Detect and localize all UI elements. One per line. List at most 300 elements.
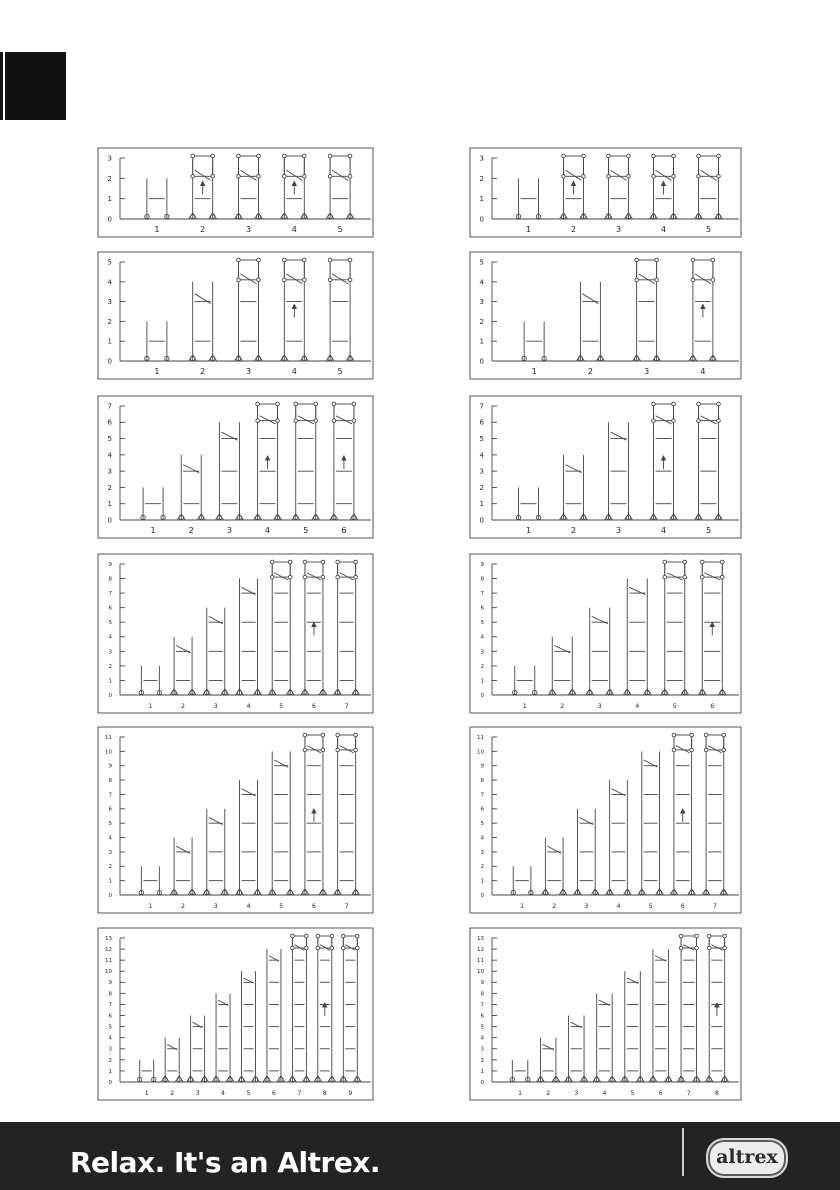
guardrail bbox=[699, 404, 719, 421]
rail-clamp bbox=[328, 278, 332, 282]
rail-clamp bbox=[305, 934, 309, 938]
tower-label: 6 bbox=[312, 903, 316, 910]
y-tick-label: 1 bbox=[107, 337, 112, 346]
y-tick-label: 0 bbox=[107, 516, 112, 525]
diagram-2-right bbox=[470, 252, 741, 379]
rail-clamp bbox=[690, 748, 694, 752]
rail-clamp bbox=[655, 258, 659, 262]
brace bbox=[332, 170, 348, 180]
y-tick-label: 2 bbox=[479, 174, 484, 183]
y-tick-label: 10 bbox=[477, 969, 484, 976]
tower-label: 5 bbox=[279, 903, 284, 910]
y-tick-label: 1 bbox=[107, 195, 112, 204]
tower-label: 3 bbox=[245, 225, 252, 234]
rail-clamp bbox=[717, 175, 721, 179]
rail-clamp bbox=[672, 748, 676, 752]
diagram-frame bbox=[470, 928, 741, 1100]
brace bbox=[286, 170, 302, 180]
rail-clamp bbox=[700, 560, 704, 564]
rail-clamp bbox=[257, 175, 261, 179]
up-arrow-head bbox=[342, 456, 346, 460]
y-tick-label: 12 bbox=[477, 947, 484, 954]
up-arrow-head bbox=[292, 305, 296, 309]
brace bbox=[656, 416, 672, 424]
tower-label: 2 bbox=[552, 903, 557, 910]
guardrail bbox=[272, 562, 290, 577]
rail-clamp bbox=[303, 748, 307, 752]
tower-label: 5 bbox=[303, 526, 309, 535]
tower-label: 4 bbox=[291, 367, 297, 376]
brace bbox=[656, 170, 672, 180]
y-tick-label: 5 bbox=[108, 620, 112, 627]
y-tick-label: 11 bbox=[105, 734, 112, 741]
rail-clamp bbox=[328, 258, 332, 262]
rail-clamp bbox=[291, 934, 295, 938]
rail-clamp bbox=[354, 748, 358, 752]
y-tick-label: 0 bbox=[107, 215, 112, 224]
rail-clamp bbox=[288, 560, 292, 564]
rail-clamp bbox=[303, 733, 307, 737]
brace bbox=[195, 170, 211, 180]
rail-clamp bbox=[679, 934, 683, 938]
guardrail bbox=[709, 936, 724, 948]
guardrail bbox=[665, 562, 685, 577]
up-arrow-head bbox=[292, 182, 296, 186]
brace bbox=[667, 573, 683, 580]
y-tick-label: 6 bbox=[107, 418, 112, 427]
tower-label: 2 bbox=[570, 526, 577, 535]
y-tick-label: 2 bbox=[479, 483, 484, 492]
y-tick-label: 5 bbox=[479, 258, 484, 267]
y-tick-label: 8 bbox=[108, 778, 112, 785]
rail-clamp bbox=[257, 278, 261, 282]
y-tick-label: 1 bbox=[108, 1068, 112, 1075]
rail-clamp bbox=[704, 748, 708, 752]
rail-clamp bbox=[283, 154, 287, 158]
rail-clamp bbox=[690, 733, 694, 737]
tower-label: 3 bbox=[615, 526, 622, 535]
brace bbox=[701, 416, 717, 424]
y-tick-label: 4 bbox=[479, 278, 484, 287]
rail-clamp bbox=[314, 419, 318, 423]
rail-clamp bbox=[336, 733, 340, 737]
tower-label: 6 bbox=[341, 526, 347, 535]
y-tick-label: 0 bbox=[108, 692, 112, 699]
y-tick-label: 10 bbox=[477, 749, 484, 756]
y-tick-label: 7 bbox=[479, 402, 484, 411]
guardrail bbox=[338, 562, 356, 577]
tower-label: 5 bbox=[705, 225, 712, 234]
rail-clamp bbox=[672, 154, 676, 158]
brace bbox=[683, 945, 694, 951]
rail-clamp bbox=[352, 419, 356, 423]
up-arrow-head bbox=[701, 305, 705, 309]
tower-label: 2 bbox=[181, 703, 185, 710]
rail-clamp bbox=[316, 934, 320, 938]
y-tick-label: 2 bbox=[108, 864, 112, 871]
diagram-6-left bbox=[98, 928, 373, 1100]
y-tick-label: 6 bbox=[108, 806, 112, 813]
y-tick-label: 4 bbox=[108, 835, 112, 842]
y-tick-label: 3 bbox=[108, 849, 112, 856]
y-tick-label: 0 bbox=[108, 892, 112, 899]
y-tick-label: 2 bbox=[480, 663, 484, 670]
y-tick-label: 1 bbox=[479, 500, 484, 509]
tower-label: 2 bbox=[546, 1090, 551, 1097]
rail-clamp bbox=[672, 402, 676, 406]
diagram-3-right bbox=[470, 396, 741, 538]
diagram-5-left bbox=[98, 727, 373, 913]
guardrail bbox=[330, 156, 350, 176]
y-tick-label: 1 bbox=[107, 500, 112, 509]
tower-label: 2 bbox=[560, 703, 565, 710]
rail-clamp bbox=[355, 934, 359, 938]
rail-clamp bbox=[663, 575, 667, 579]
y-tick-label: 11 bbox=[105, 958, 112, 965]
rail-clamp bbox=[288, 575, 292, 579]
tower-label: 8 bbox=[715, 1090, 719, 1097]
tower-label: 1 bbox=[148, 903, 153, 910]
tower-label: 6 bbox=[710, 703, 715, 710]
tower-label: 2 bbox=[570, 225, 577, 234]
tower-label: 4 bbox=[660, 526, 667, 535]
rail-clamp bbox=[691, 258, 695, 262]
y-tick-label: 8 bbox=[480, 991, 484, 998]
y-tick-label: 4 bbox=[108, 634, 112, 641]
footer-slogan: Relax. It's an Altrex. bbox=[70, 1146, 381, 1179]
brace bbox=[639, 274, 655, 284]
rail-clamp bbox=[336, 748, 340, 752]
brace bbox=[241, 170, 257, 180]
tower-label: 1 bbox=[144, 1090, 149, 1097]
up-arrow-head bbox=[312, 623, 316, 627]
tower-label: 2 bbox=[181, 903, 185, 910]
tower-label: 6 bbox=[680, 903, 685, 910]
guardrail bbox=[334, 404, 354, 421]
y-tick-label: 9 bbox=[108, 980, 112, 987]
tower-label: 3 bbox=[615, 225, 622, 234]
guardrail bbox=[674, 735, 692, 750]
y-tick-label: 0 bbox=[479, 215, 484, 224]
rail-clamp bbox=[305, 946, 309, 950]
rail-clamp bbox=[697, 175, 701, 179]
up-arrow-head bbox=[715, 1003, 719, 1007]
y-tick-label: 3 bbox=[107, 154, 112, 163]
rail-clamp bbox=[562, 154, 566, 158]
y-tick-label: 4 bbox=[107, 278, 112, 287]
rail-clamp bbox=[330, 946, 334, 950]
rail-clamp bbox=[722, 733, 726, 737]
rail-clamp bbox=[270, 575, 274, 579]
tower-label: 7 bbox=[344, 903, 349, 910]
guardrail bbox=[284, 156, 304, 176]
brace bbox=[711, 945, 722, 951]
rail-clamp bbox=[332, 419, 336, 423]
y-tick-label: 12 bbox=[105, 947, 112, 954]
up-arrow-head bbox=[681, 809, 685, 813]
diagram-4-right bbox=[470, 554, 741, 713]
y-tick-label: 0 bbox=[480, 692, 484, 699]
y-tick-label: 3 bbox=[108, 649, 112, 656]
rail-clamp bbox=[562, 175, 566, 179]
tower-label: 1 bbox=[522, 703, 527, 710]
diagram-1-right bbox=[470, 148, 741, 237]
tower-label: 3 bbox=[213, 903, 218, 910]
rail-clamp bbox=[341, 946, 345, 950]
rail-clamp bbox=[276, 402, 280, 406]
rail-clamp bbox=[237, 154, 241, 158]
y-tick-label: 8 bbox=[108, 576, 112, 583]
rail-clamp bbox=[283, 175, 287, 179]
rail-clamp bbox=[321, 575, 325, 579]
tower-label: 3 bbox=[584, 903, 589, 910]
rail-clamp bbox=[328, 154, 332, 158]
y-tick-label: 5 bbox=[107, 258, 112, 267]
rail-clamp bbox=[663, 560, 667, 564]
y-tick-label: 5 bbox=[108, 1024, 112, 1031]
y-tick-label: 1 bbox=[480, 878, 484, 885]
tower-label: 7 bbox=[344, 703, 349, 710]
tower-label: 8 bbox=[322, 1090, 327, 1097]
rail-clamp bbox=[191, 175, 195, 179]
guardrail bbox=[654, 156, 674, 176]
tower-label: 3 bbox=[226, 526, 232, 535]
rail-clamp bbox=[635, 278, 639, 282]
guardrail bbox=[564, 156, 584, 176]
rail-clamp bbox=[303, 575, 307, 579]
tower-label: 2 bbox=[170, 1090, 175, 1097]
rail-clamp bbox=[691, 278, 695, 282]
y-tick-label: 1 bbox=[479, 195, 484, 204]
tower-label: 4 bbox=[635, 703, 640, 710]
y-tick-label: 3 bbox=[480, 649, 484, 656]
guardrail bbox=[637, 260, 657, 280]
y-tick-label: 1 bbox=[480, 1068, 484, 1075]
tower-label: 2 bbox=[188, 526, 194, 535]
tower-label: 1 bbox=[518, 1090, 522, 1097]
brace bbox=[241, 274, 257, 284]
tower-label: 1 bbox=[154, 225, 160, 234]
brace bbox=[695, 274, 711, 284]
guardrail bbox=[699, 156, 719, 176]
tower-label: 4 bbox=[291, 225, 297, 234]
brace bbox=[332, 274, 348, 284]
rail-clamp bbox=[191, 154, 195, 158]
rail-clamp bbox=[582, 154, 586, 158]
y-tick-label: 13 bbox=[105, 935, 112, 942]
rail-clamp bbox=[257, 258, 261, 262]
y-tick-label: 1 bbox=[108, 678, 112, 685]
y-tick-label: 2 bbox=[108, 1057, 112, 1064]
y-tick-label: 6 bbox=[108, 605, 112, 612]
diagram-frame bbox=[470, 252, 741, 379]
rail-clamp bbox=[211, 154, 215, 158]
brace bbox=[345, 945, 355, 951]
rail-clamp bbox=[697, 419, 701, 423]
brace bbox=[676, 746, 690, 753]
tower-label: 5 bbox=[279, 703, 284, 710]
tower-label: 5 bbox=[630, 1090, 635, 1097]
brace bbox=[298, 416, 314, 424]
rail-clamp bbox=[341, 934, 345, 938]
tower-label: 6 bbox=[272, 1090, 276, 1097]
y-tick-label: 11 bbox=[477, 958, 484, 965]
y-tick-label: 0 bbox=[108, 1079, 112, 1086]
diagram-3-left bbox=[98, 396, 373, 538]
guardrail bbox=[318, 936, 332, 948]
rail-clamp bbox=[354, 560, 358, 564]
rail-clamp bbox=[679, 946, 683, 950]
rail-clamp bbox=[314, 402, 318, 406]
y-tick-label: 5 bbox=[480, 620, 484, 627]
rail-clamp bbox=[276, 419, 280, 423]
rail-clamp bbox=[652, 154, 656, 158]
tower-label: 1 bbox=[520, 903, 524, 910]
rail-clamp bbox=[211, 175, 215, 179]
guardrail bbox=[693, 260, 713, 280]
y-tick-label: 3 bbox=[107, 298, 112, 307]
footer bbox=[0, 1122, 840, 1190]
y-tick-label: 3 bbox=[480, 849, 484, 856]
tower-label: 3 bbox=[597, 703, 602, 710]
rail-clamp bbox=[655, 278, 659, 282]
rail-clamp bbox=[697, 402, 701, 406]
rail-clamp bbox=[704, 733, 708, 737]
rail-clamp bbox=[607, 154, 611, 158]
rail-clamp bbox=[672, 419, 676, 423]
y-tick-label: 2 bbox=[108, 663, 112, 670]
guardrail bbox=[681, 936, 696, 948]
rail-clamp bbox=[321, 733, 325, 737]
rail-clamp bbox=[707, 934, 711, 938]
rail-clamp bbox=[283, 258, 287, 262]
brace bbox=[294, 945, 304, 951]
rail-clamp bbox=[303, 278, 307, 282]
y-tick-label: 3 bbox=[479, 154, 484, 163]
guardrail bbox=[702, 562, 722, 577]
y-tick-label: 1 bbox=[480, 678, 484, 685]
diagram-frame bbox=[470, 148, 741, 237]
rail-clamp bbox=[257, 154, 261, 158]
tower-label: 4 bbox=[616, 903, 621, 910]
rail-clamp bbox=[348, 175, 352, 179]
rail-clamp bbox=[332, 402, 336, 406]
tower-label: 1 bbox=[150, 526, 156, 535]
y-tick-label: 6 bbox=[480, 1013, 484, 1020]
y-tick-label: 13 bbox=[477, 935, 484, 942]
brace bbox=[307, 746, 321, 753]
rail-clamp bbox=[237, 278, 241, 282]
guardrail bbox=[706, 735, 724, 750]
rail-clamp bbox=[354, 575, 358, 579]
rail-clamp bbox=[348, 154, 352, 158]
rail-clamp bbox=[722, 748, 726, 752]
rail-clamp bbox=[695, 934, 699, 938]
up-arrow-head bbox=[662, 456, 666, 460]
tower-label: 4 bbox=[246, 903, 251, 910]
tower-label: 5 bbox=[705, 526, 712, 535]
up-arrow-head bbox=[266, 456, 270, 460]
rail-clamp bbox=[683, 575, 687, 579]
y-tick-label: 7 bbox=[108, 792, 112, 799]
rail-clamp bbox=[582, 175, 586, 179]
up-arrow-head bbox=[201, 182, 205, 186]
rail-clamp bbox=[652, 402, 656, 406]
tower-label: 7 bbox=[713, 903, 717, 910]
tower-label: 1 bbox=[154, 367, 160, 376]
rail-clamp bbox=[294, 419, 298, 423]
rail-clamp bbox=[635, 258, 639, 262]
y-tick-label: 4 bbox=[480, 634, 484, 641]
y-tick-label: 0 bbox=[479, 357, 484, 366]
brace bbox=[286, 274, 302, 284]
tower-label: 4 bbox=[265, 526, 271, 535]
tower-label: 1 bbox=[525, 225, 532, 234]
brace bbox=[340, 573, 354, 580]
y-tick-label: 5 bbox=[480, 1024, 484, 1031]
tower-label: 4 bbox=[660, 225, 667, 234]
tower-label: 1 bbox=[148, 703, 153, 710]
y-tick-label: 4 bbox=[479, 451, 484, 460]
rail-clamp bbox=[720, 575, 724, 579]
rail-clamp bbox=[352, 402, 356, 406]
tower-label: 1 bbox=[531, 367, 537, 376]
rail-clamp bbox=[321, 560, 325, 564]
up-arrow-head bbox=[572, 182, 576, 186]
rail-clamp bbox=[717, 154, 721, 158]
tower-label: 2 bbox=[587, 367, 593, 376]
rail-clamp bbox=[607, 175, 611, 179]
diagram-frame bbox=[98, 727, 373, 913]
y-tick-label: 6 bbox=[108, 1013, 112, 1020]
rail-clamp bbox=[336, 560, 340, 564]
y-tick-label: 6 bbox=[480, 605, 484, 612]
y-tick-label: 3 bbox=[479, 298, 484, 307]
y-tick-label: 4 bbox=[107, 451, 112, 460]
rail-clamp bbox=[711, 258, 715, 262]
up-arrow-head bbox=[312, 809, 316, 813]
rail-clamp bbox=[695, 946, 699, 950]
y-tick-label: 2 bbox=[480, 1057, 484, 1064]
y-tick-label: 3 bbox=[108, 1046, 112, 1053]
y-tick-label: 6 bbox=[480, 806, 484, 813]
guardrail bbox=[330, 260, 350, 280]
tower-label: 7 bbox=[297, 1090, 302, 1097]
y-tick-label: 2 bbox=[479, 317, 484, 326]
rail-clamp bbox=[316, 946, 320, 950]
tower-label: 6 bbox=[312, 703, 316, 710]
rail-clamp bbox=[256, 402, 260, 406]
diagram-frame bbox=[98, 554, 373, 713]
tower-label: 5 bbox=[246, 1090, 251, 1097]
rail-clamp bbox=[683, 560, 687, 564]
rail-clamp bbox=[711, 278, 715, 282]
guardrail bbox=[292, 936, 306, 948]
brace bbox=[582, 294, 598, 304]
y-tick-label: 0 bbox=[107, 357, 112, 366]
guardrail bbox=[239, 156, 259, 176]
y-tick-label: 4 bbox=[480, 1035, 484, 1042]
rail-clamp bbox=[336, 575, 340, 579]
diagram-6-right bbox=[470, 928, 741, 1100]
rail-clamp bbox=[348, 278, 352, 282]
tower-label: 6 bbox=[658, 1090, 663, 1097]
rail-clamp bbox=[717, 402, 721, 406]
diagram-2-left bbox=[98, 252, 373, 379]
y-tick-label: 8 bbox=[480, 576, 484, 583]
guardrail bbox=[284, 260, 304, 280]
rail-clamp bbox=[672, 733, 676, 737]
